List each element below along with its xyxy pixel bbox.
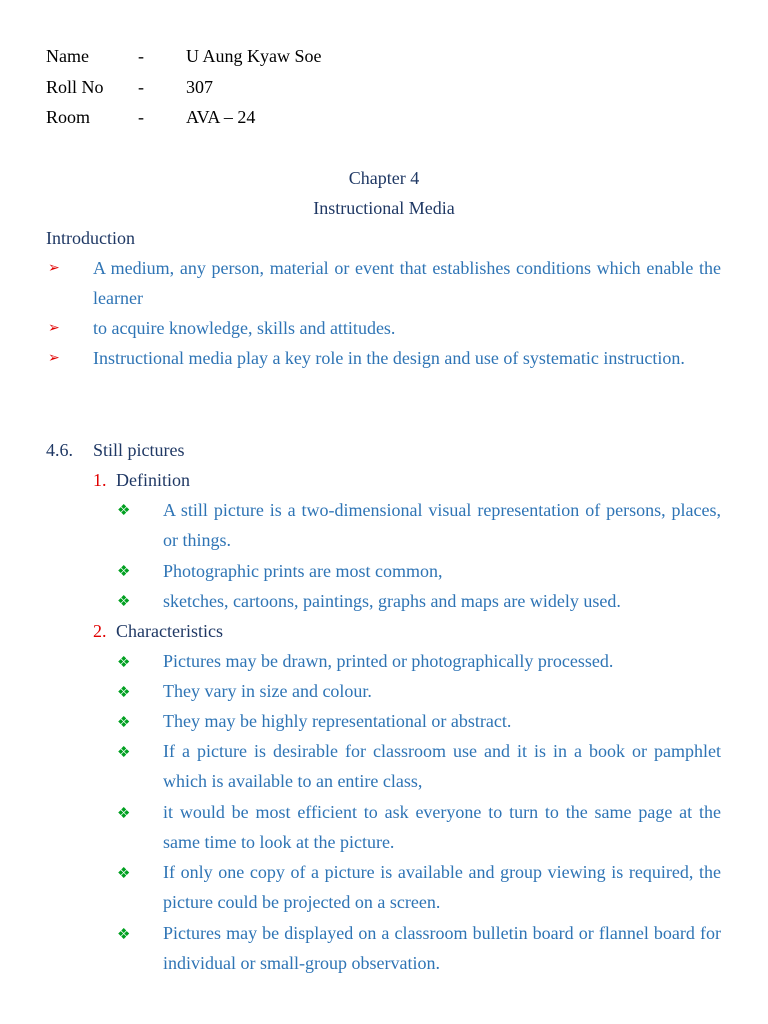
diamond-bullet-icon: ❖	[117, 866, 131, 882]
roll-separator: -	[138, 77, 144, 97]
characteristics-bullet-6: If only one copy of a picture is available and group viewing is required, the picture could be projected on a screen.	[163, 862, 721, 912]
name-value: U Aung Kyaw Soe	[186, 46, 322, 66]
intro-bullet-2: to acquire knowledge, skills and attitudes.	[93, 318, 396, 338]
section-number: 4.6.	[46, 440, 73, 460]
diamond-bullet-icon: ❖	[117, 745, 131, 761]
characteristics-bullet-7: Pictures may be displayed on a classroom bulletin board or flannel board for individual or small-group observation.	[163, 923, 721, 973]
definition-bullet-1: A still picture is a two-dimensional visual representation of persons, places, or things.	[163, 500, 721, 550]
section-title: Still pictures	[93, 440, 185, 460]
arrow-bullet-icon: ➢	[48, 321, 60, 336]
roll-value: 307	[186, 77, 213, 97]
chapter-number: Chapter 4	[348, 168, 420, 188]
name-label: Name	[46, 46, 89, 66]
diamond-bullet-icon: ❖	[117, 715, 131, 731]
chapter-title: Instructional Media	[313, 198, 455, 218]
definition-bullet-3: sketches, cartoons, paintings, graphs and maps are widely used.	[163, 591, 621, 611]
subsection-title: Characteristics	[116, 621, 223, 641]
subsection-number: 1.	[93, 470, 107, 490]
arrow-bullet-icon: ➢	[48, 261, 60, 276]
intro-bullet-1: A medium, any person, material or event that establishes conditions which enable the learner	[93, 258, 721, 308]
characteristics-bullet-2: They vary in size and colour.	[163, 681, 372, 701]
diamond-bullet-icon: ❖	[117, 685, 131, 701]
name-separator: -	[138, 46, 144, 66]
arrow-bullet-icon: ➢	[48, 351, 60, 366]
diamond-bullet-icon: ❖	[117, 564, 131, 580]
diamond-bullet-icon: ❖	[117, 594, 131, 610]
diamond-bullet-icon: ❖	[117, 503, 131, 519]
introduction-heading: Introduction	[46, 228, 135, 248]
diamond-bullet-icon: ❖	[117, 806, 131, 822]
roll-label: Roll No	[46, 77, 104, 97]
subsection-title: Definition	[116, 470, 190, 490]
definition-bullet-2: Photographic prints are most common,	[163, 561, 443, 581]
characteristics-bullet-4: If a picture is desirable for classroom use and it is in a book or pamphlet which is available to an entire class,	[163, 741, 721, 791]
characteristics-bullet-3: They may be highly representational or abstract.	[163, 711, 512, 731]
intro-bullet-3: Instructional media play a key role in the design and use of systematic instruction.	[93, 348, 685, 368]
room-label: Room	[46, 107, 91, 127]
diamond-bullet-icon: ❖	[117, 927, 131, 943]
characteristics-bullet-1: Pictures may be drawn, printed or photographically processed.	[163, 651, 614, 671]
characteristics-bullet-5: it would be most efficient to ask everyone to turn to the same page at the same time to look at the picture.	[163, 802, 721, 852]
room-separator: -	[138, 107, 144, 127]
diamond-bullet-icon: ❖	[117, 655, 131, 671]
subsection-number: 2.	[93, 621, 107, 641]
room-value: AVA – 24	[186, 107, 256, 127]
